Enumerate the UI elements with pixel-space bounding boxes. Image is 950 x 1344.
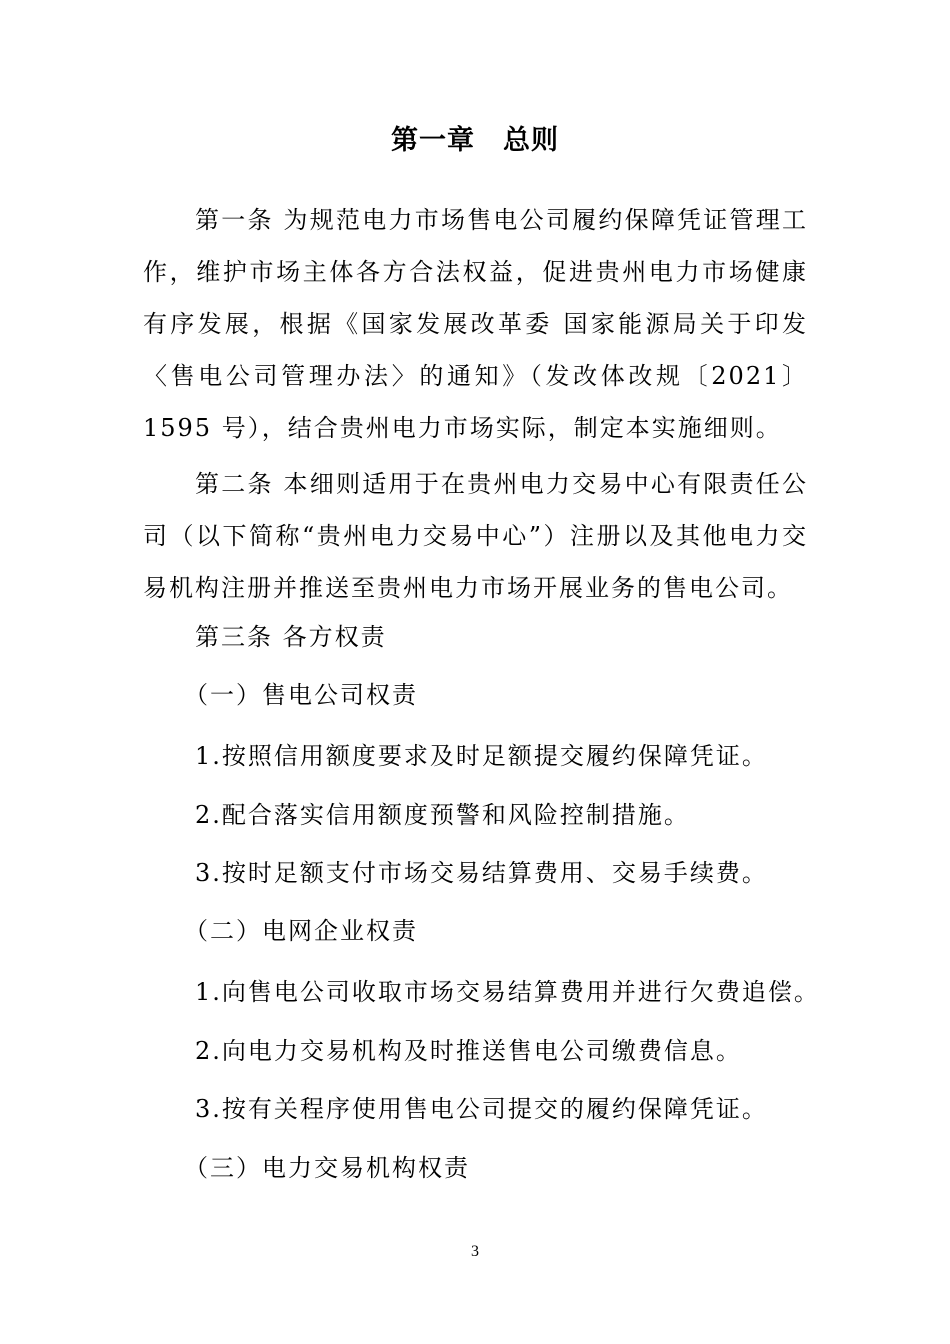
article-3: 第三条 各方权责 <box>195 623 387 651</box>
section-2-title: （二）电网企业权责 <box>184 917 418 945</box>
article-1: 第一条 为规范电力市场售电公司履约保障凭证管理工作，维护市场主体各方合法权益，促进贵州电力市场健康有序发展，根据《国家发展改革委 国家能源局关于印发〈售电公司管理办法〉的通知》（发改体改规〔2021〕1595 号），结合贵州电力市场实际，制定本实施细则。 <box>143 206 808 442</box>
section-1-item: 3.按时足额支付市场交易结算费用、交易手续费。 <box>195 859 768 887</box>
section-2-item: 3.按有关程序使用售电公司提交的履约保障凭证。 <box>195 1095 768 1123</box>
section-2-item: 2.向电力交易机构及时推送售电公司缴费信息。 <box>195 1037 742 1065</box>
section-1-title: （一）售电公司权责 <box>184 681 418 709</box>
section-2-item: 1.向售电公司收取市场交易结算费用并进行欠费追偿。 <box>195 978 820 1006</box>
article-2: 第二条 本细则适用于在贵州电力交易中心有限责任公司（以下简称“贵州电力交易中心”）注册以及其他电力交易机构注册并推送至贵州电力市场开展业务的售电公司。 <box>143 470 808 602</box>
page-number: 3 <box>471 1243 479 1260</box>
section-1-item: 2.配合落实信用额度预警和风险控制措施。 <box>195 801 690 829</box>
chapter-title: 第一章 总则 <box>391 125 559 156</box>
section-3-title: （三）电力交易机构权责 <box>184 1154 470 1182</box>
section-1-item: 1.按照信用额度要求及时足额提交履约保障凭证。 <box>195 742 768 770</box>
